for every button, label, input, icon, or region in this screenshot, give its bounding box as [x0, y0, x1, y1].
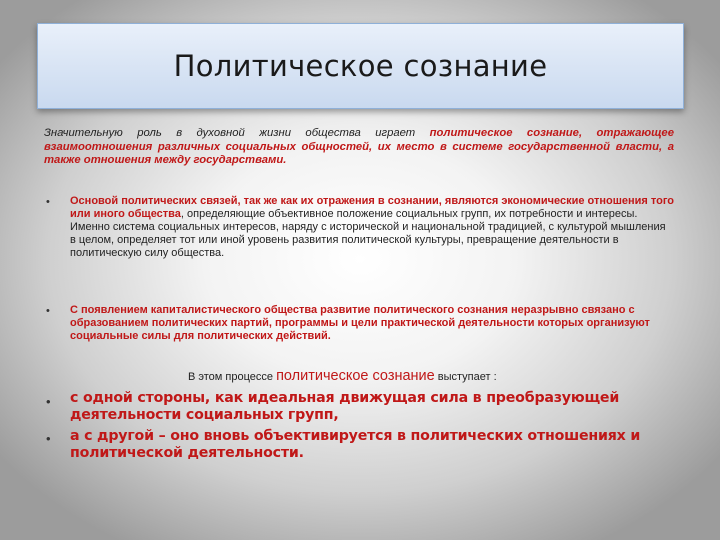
point-2-highlight: С появлением капиталистического общества развитие политического сознания неразрывно связано с образованием политических партий, программы и цели практической деятельности которых организуют социальные силы для политических действий.	[70, 304, 650, 342]
process-line	[188, 368, 497, 384]
intro-plain: Значительную роль в духовной жизни общества играет	[44, 127, 430, 139]
point-1-paragraph	[70, 195, 674, 260]
side-1-paragraph: с одной стороны, как идеальная движущая сила в преобразующей деятельности социальных групп,	[70, 390, 620, 423]
process-before: В этом процессе	[188, 371, 277, 383]
intro-paragraph	[44, 127, 674, 168]
process-after: выступает :	[434, 371, 497, 383]
intro-highlight: политическое сознание, отражающее взаимоотношения различных социальных общностей, их место в системе государственной власти, а также отношения между государствами.	[44, 127, 674, 167]
bullet-3: •	[46, 394, 51, 409]
bullet-2: •	[46, 305, 50, 317]
side-2-paragraph: а с другой – оно вновь объективируется в политических отношениях и политической деятельности.	[70, 428, 641, 461]
point-2-paragraph	[70, 304, 674, 343]
bullet-4: •	[46, 431, 51, 446]
slide-title: Политическое сознание	[173, 49, 548, 83]
process-highlight: политическое сознание	[276, 368, 435, 384]
title-box	[37, 23, 684, 109]
bullet-1: •	[46, 196, 50, 208]
point-1-rest: , определяющие объективное положение социальных групп, их потребности и интересы. Именно система социальных интересов, наряду с исторической и национальной традицией, с культурой мышления в целом, определяет тот или иной уровень развития политической культуры, превращение деятельности в политическую силу общества.	[70, 207, 666, 259]
point-1-highlight: Основой политических связей, так же как их отражения в сознании, являются экономические отношения того или иного общества	[70, 195, 674, 220]
